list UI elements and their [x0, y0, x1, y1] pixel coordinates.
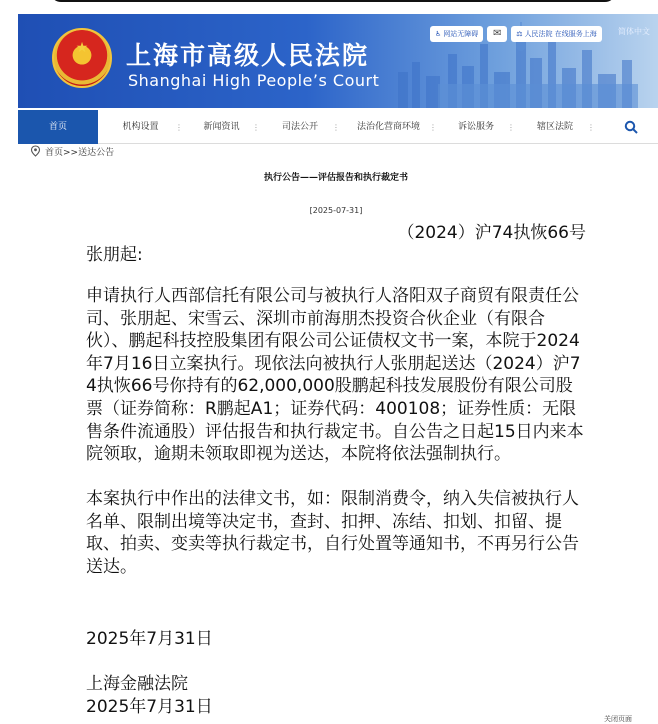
- accessibility-button[interactable]: ♿ 网站无障碍: [430, 26, 483, 42]
- language-selector[interactable]: 简体中文: [618, 27, 650, 36]
- location-pin-icon: [30, 145, 41, 157]
- signature-date-2: 2025年7月31日: [86, 697, 213, 717]
- main-nav: [18, 110, 658, 144]
- notice-title: 执行公告——评估报告和执行裁定书: [263, 173, 408, 183]
- close-page-link[interactable]: 关闭页面: [604, 715, 632, 723]
- nav-item-business-environment[interactable]: 法治化营商环境 ⋮: [356, 122, 437, 132]
- national-emblem-icon: ★: [52, 28, 112, 88]
- search-icon[interactable]: [624, 120, 638, 134]
- wechat-button[interactable]: [487, 26, 507, 42]
- nav-item-organization[interactable]: 机构设置 ⋮: [122, 122, 183, 132]
- court-service-icon: ⚖: [516, 30, 523, 38]
- nav-item-news[interactable]: 新闻资讯 ⋮: [203, 122, 260, 132]
- court-service-button[interactable]: ⚖ 人民法院 在线服务上海: [511, 26, 602, 42]
- device-frame: [50, 0, 616, 2]
- breadcrumb: [30, 144, 114, 158]
- notice-paragraph-1: 申请执行人西部信托有限公司与被执行人洛阳双子商贸有限责任公司、张朋起、宋雪云、深圳市前海朋杰投资合伙企业（有限合伙）、鹏起科技控股集团有限公司公证债权文书一案，本院于2024年7月16日立案执行。现依法向被执行人张朋起送达（2024）沪74执恢66号你持有的62,000,000股鹏起科技发展股份有限公司股票（证券简称：R鹏起A1；证券代码：400108；证券性质：无限售条件流通股）评估报告和执行裁定书。自公告之日起15日内来本院领取，逾期未领取即视为送达，本院将依法强制执行。: [86, 286, 584, 465]
- breadcrumb-path[interactable]: 首页>>送达公告: [45, 147, 115, 158]
- nav-item-home[interactable]: 首页: [18, 110, 98, 144]
- wechat-icon: ✉: [493, 28, 502, 39]
- court-name-chinese: 上海市高级人民法院: [126, 41, 370, 70]
- accessibility-icon: ♿: [435, 30, 442, 38]
- nav-item-jurisdiction-courts[interactable]: 辖区法院 ⋮: [536, 122, 595, 132]
- nav-item-litigation-services[interactable]: 诉讼服务 ⋮: [457, 122, 515, 132]
- nav-item-judicial-openness[interactable]: 司法公开 ⋮: [281, 122, 340, 132]
- notice-paragraph-2: 本案执行中作出的法律文书，如：限制消费令，纳入失信被执行人名单、限制出境等决定书，查封、扣押、冻结、扣划、扣留、提取、拍卖、变卖等执行裁定书，自行处置等通知书，不再另行公告送达。: [86, 489, 579, 577]
- signature-date-1: 2025年7月31日: [86, 629, 213, 649]
- site-banner: [18, 14, 658, 108]
- notice-publish-date: [2025-07-31]: [309, 206, 363, 215]
- banner-tools: [430, 26, 602, 42]
- signature-court: 上海金融法院: [86, 674, 188, 694]
- case-number: （2024）沪74执恢66号: [397, 223, 586, 243]
- court-name-english: Shanghai High People’s Court: [128, 71, 380, 90]
- addressee: 张朋起:: [86, 245, 143, 265]
